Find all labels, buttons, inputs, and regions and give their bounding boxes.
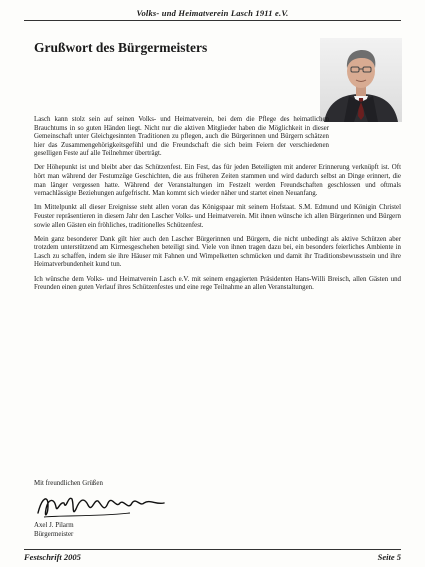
closing-line: Mit freundlichen Grüßen — [34, 480, 103, 487]
signer-name: Axel J. Pilarm — [34, 522, 74, 529]
signature-image — [34, 491, 174, 521]
page-header: Volks- und Heimatverein Lasch 1911 e.V. — [24, 8, 401, 21]
paragraph: Mein ganz besonderer Dank gilt hier auch den Lascher Bürgerinnen und Bürgern, die nicht unbedingt als aktive Schützen aber trotzdem unterstützend am Kirmesgeschehen beteiligt sind. Viele von ihnen tragen dazu bei, ein besonders feierliches Ambiente in Lasch zu schaffen, indem sie ihre Häuser mit Fahnen und Wimpelketten schmücken und damit ihr Traditionsbewusstsein und ihre Heimatverbundenheit kund tun. — [34, 235, 401, 269]
page-footer — [24, 549, 401, 562]
paragraph: Der Höhepunkt ist und bleibt aber das Schützenfest. Ein Fest, das für jeden Beteiligten mit anderer Erinnerung verknüpft ist. Oft hört man während der Festumzüge Geschichten, die aus früheren Zeiten stammen und wird dadurch selbst an Dinge erinnert, die man länger vergessen hatte. Während der Veranstaltungen im Festzelt werden Freundschaften geschlossen und oftmals vernachlässigte Beziehungen aufgefrischt. Man kommt sich wieder näher und startet einen Neuanfang. — [34, 164, 401, 198]
signature-icon — [34, 491, 174, 521]
page-number: Seite 5 — [377, 552, 401, 562]
greeting-body — [34, 116, 401, 298]
paragraph: Lasch kann stolz sein auf seinen Volks- und Heimatverein, bei dem die Pflege des heimatlichen Brauchtums in so guten Händen liegt. Nicht nur die aktiven Mitglieder haben die Möglichkeit in dieser Gemeinschaft unter Gleichgesinnten Traditionen zu pflegen, auch die Bürgerinnen und Bürgern schätzen hier das Zusammengehörigkeitsgefühl und die Freundschaft die sich beim Feiern der verschiedenen geselligen Feste auf alle Teilnehmer überträgt. — [34, 116, 329, 158]
page-title: Grußwort des Bürgermeisters — [34, 40, 208, 55]
portrait-photo — [320, 38, 402, 122]
signer-block — [34, 522, 74, 539]
signer-role: Bürgermeister — [34, 530, 74, 538]
portrait-icon — [320, 38, 402, 122]
paragraph: Im Mittelpunkt all dieser Ereignisse steht allen voran das Königspaar mit seinem Hofstaat. S.M. Edmund und Königin Christel Feuster repräsentieren in diesem Jahr den Lascher Volks- und Heimatverein. Mit ihnen wünsche ich allen Bürgerinnen und Bürgern sowie allen Gästen ein fröhliches, traditionelles Schützenfest. — [34, 204, 401, 229]
footer-publication: Festschrift 2005 — [24, 552, 81, 562]
paragraph: Ich wünsche dem Volks- und Heimatverein Lasch e.V. mit seinem engagierten Präsidenten Hans-Willi Breisch, allen Gästen und Freunden einen guten Verlauf ihres Schützenfestes und eine rege Teilnahme an allen Veranstaltungen. — [34, 275, 401, 292]
